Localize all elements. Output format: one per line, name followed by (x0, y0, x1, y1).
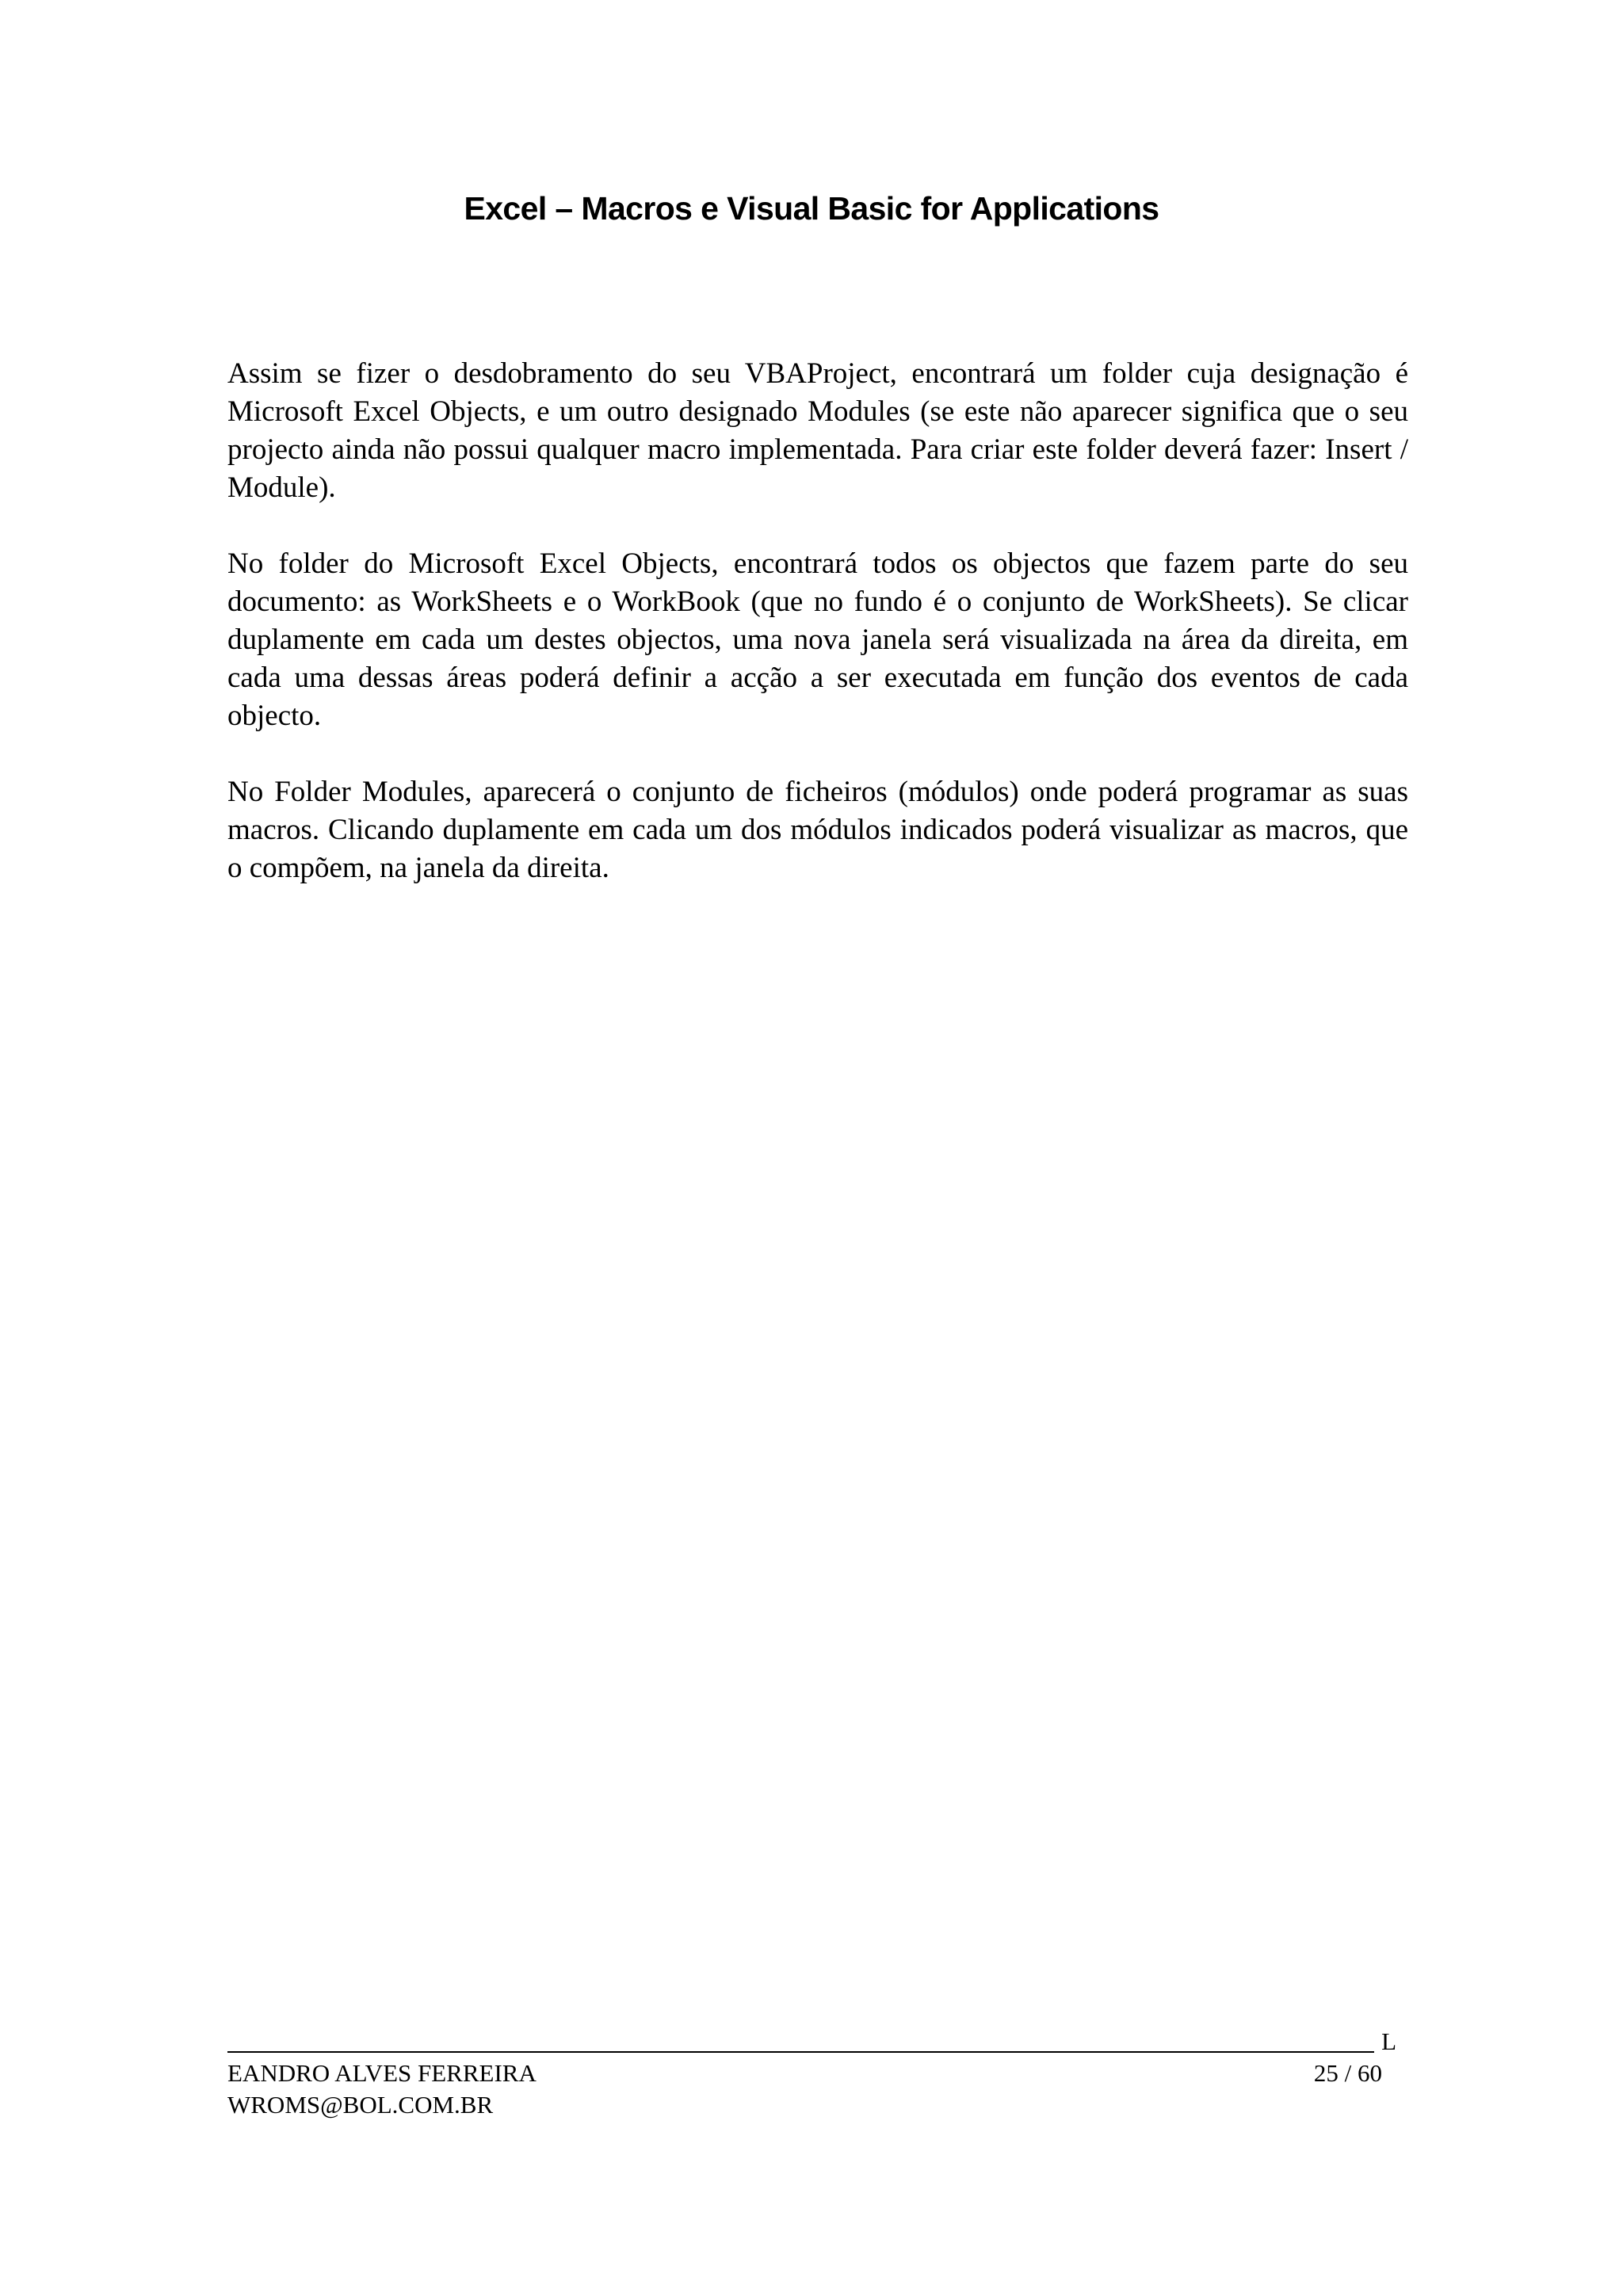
paragraph-vbaproject: Assim se fizer o desdobramento do seu VBAProject, encontrará um folder cuja designação é Microsoft Excel Objects, e um outro designado Modules (se este não aparecer significa que o seu projecto ainda não possui qualquer macro implementada. Para criar este folder deverá fazer: Insert / Module). (227, 357, 1408, 504)
page-title: Excel – Macros e Visual Basic for Applications (464, 190, 1159, 227)
footer-divider (227, 2051, 1374, 2053)
footer-author: EANDRO ALVES FERREIRA (227, 2059, 537, 2087)
paragraph-excel-objects: No folder do Microsoft Excel Objects, encontrará todos os objectos que fazem parte do seu documento: as WorkSheets e o WorkBook (que no fundo é o conjunto de WorkSheets). Se clicar duplamente em cada um destes objectos, uma nova janela será visualizada na área da direita, em cada uma dessas áreas poderá definir a acção a ser executada em função dos eventos de cada objecto. (227, 547, 1408, 732)
paragraph-modules: No Folder Modules, aparecerá o conjunto de ficheiros (módulos) onde poderá programar as suas macros. Clicando duplamente em cada um dos módulos indicados poderá visualizar as macros, que o compõem, na janela da direita. (227, 776, 1408, 884)
page-footer (227, 2026, 1396, 2121)
page-number: 25 / 60 (1313, 2059, 1382, 2087)
footer-email: WROMS@BOL.COM.BR (227, 2091, 494, 2119)
footer-email-line (227, 2089, 1396, 2121)
footer-mark: L (1381, 2027, 1396, 2055)
document-body (227, 355, 1408, 925)
footer-author-line (227, 2058, 1396, 2089)
footer-rule-row (227, 2026, 1396, 2058)
